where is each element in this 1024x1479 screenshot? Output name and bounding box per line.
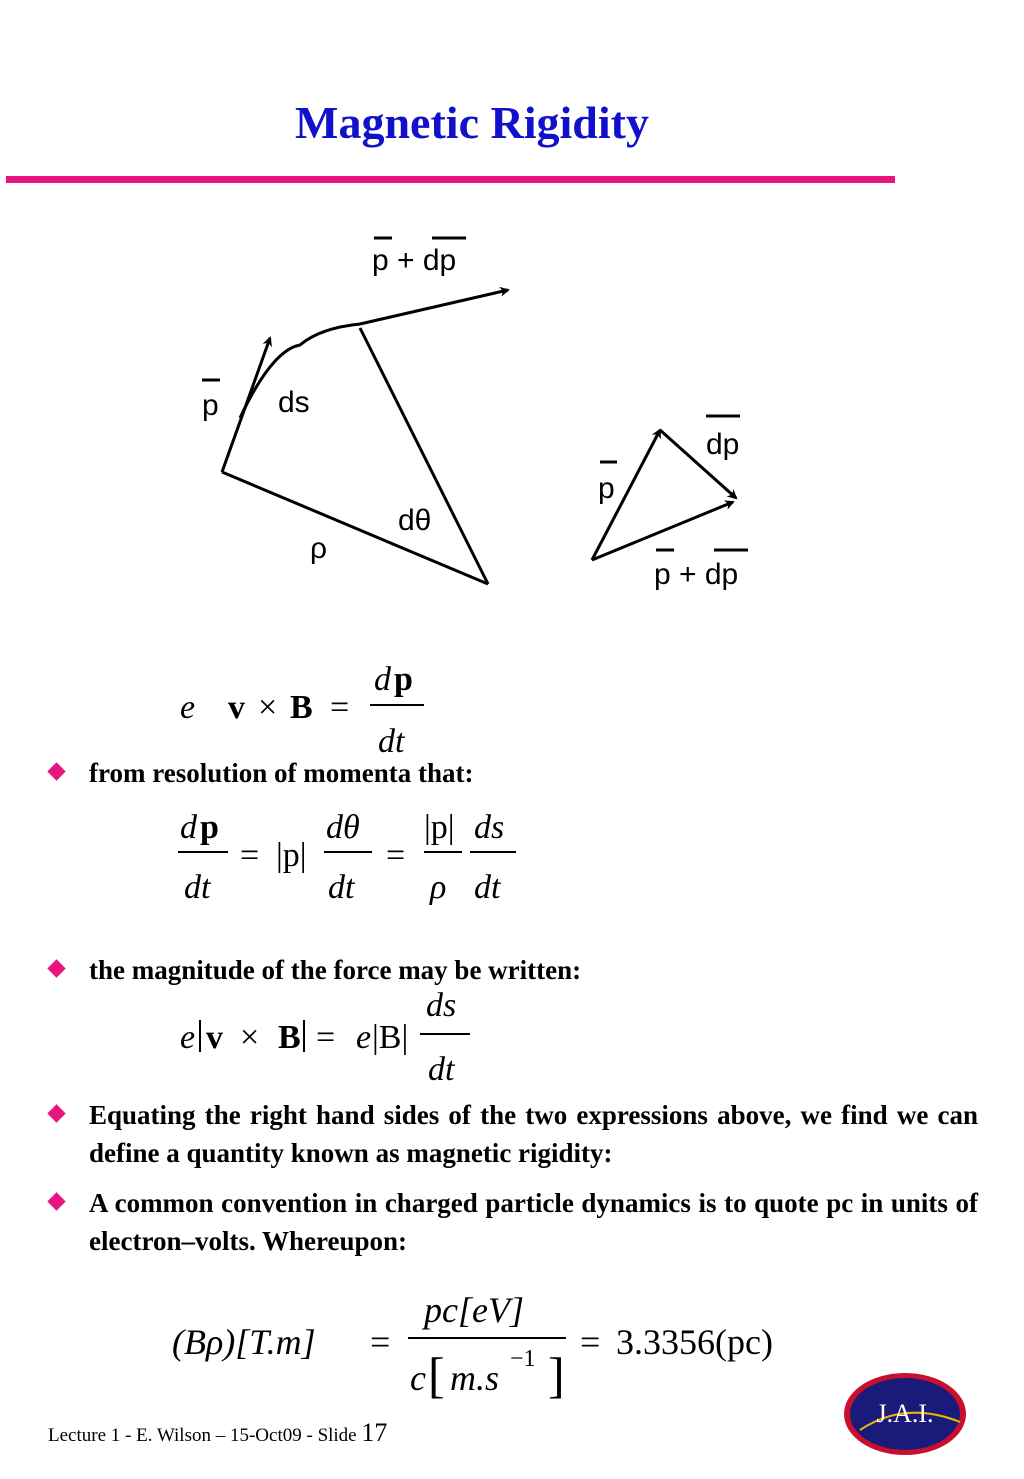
label-dtheta: dθ xyxy=(398,504,432,537)
bullet-item: from resolution of momenta that: xyxy=(50,754,978,792)
svg-text:v: v xyxy=(206,1019,223,1056)
svg-text:v: v xyxy=(228,689,245,726)
svg-text:|p|: |p| xyxy=(276,837,307,874)
svg-text:−1: −1 xyxy=(510,1346,536,1372)
momentum-diagram xyxy=(0,200,1024,620)
svg-text:×: × xyxy=(258,689,278,726)
svg-text:d: d xyxy=(374,661,391,698)
svg-text:e: e xyxy=(356,1019,372,1056)
bullet-diamond-icon xyxy=(47,959,65,977)
bullet-diamond-icon xyxy=(47,762,65,780)
label-p-plus-dp: p + dp xyxy=(372,244,457,277)
equation-momentum-resolution xyxy=(178,809,516,906)
svg-text:3.3356(pc): 3.3356(pc) xyxy=(616,1322,773,1362)
svg-text:dt: dt xyxy=(378,723,405,760)
bullet-diamond-icon xyxy=(47,1104,65,1122)
svg-text:ds: ds xyxy=(474,809,505,846)
bullet-item: the magnitude of the force may be written: xyxy=(50,951,978,989)
svg-text:|B|: |B| xyxy=(372,1019,409,1056)
svg-text:|p|: |p| xyxy=(424,809,455,846)
slide-footer xyxy=(48,1418,387,1448)
equation-lorentz-force xyxy=(180,661,424,760)
label-vec-p: p xyxy=(598,472,615,505)
svg-text:dt: dt xyxy=(328,869,355,906)
svg-text:B: B xyxy=(290,689,313,726)
vector-p-plus-dp-arrow xyxy=(360,290,508,324)
label-vec-sum: p + dp xyxy=(654,558,739,591)
svg-text:B: B xyxy=(278,1019,301,1056)
svg-text:=: = xyxy=(370,1322,391,1362)
label-p: p xyxy=(202,389,219,422)
slide-title: Magnetic Rigidity xyxy=(295,97,649,148)
svg-text:(Bρ)[T.m]: (Bρ)[T.m] xyxy=(172,1322,316,1362)
svg-text:e: e xyxy=(180,689,196,726)
svg-text:e: e xyxy=(180,1019,196,1056)
svg-text:=: = xyxy=(386,837,406,874)
svg-text:dθ: dθ xyxy=(326,809,360,846)
svg-text:=: = xyxy=(316,1019,336,1056)
svg-text:c: c xyxy=(410,1358,426,1398)
svg-text:×: × xyxy=(240,1019,260,1056)
logo-text: J.A.I. xyxy=(876,1399,934,1428)
svg-text:]: ] xyxy=(548,1347,565,1403)
radius-rho-line xyxy=(222,472,488,584)
svg-text:ds: ds xyxy=(426,987,457,1024)
svg-text:[: [ xyxy=(428,1347,445,1403)
svg-text:ρ: ρ xyxy=(430,869,447,906)
label-ds: ds xyxy=(278,386,310,419)
svg-text:p: p xyxy=(394,661,413,698)
svg-text:m.s: m.s xyxy=(450,1358,500,1398)
svg-text:dt: dt xyxy=(184,869,211,906)
svg-text:=: = xyxy=(580,1322,601,1362)
equation-force-magnitude xyxy=(180,987,470,1088)
bullet-item: A common convention in charged particle dynamics is to quote pc in units of electron–volts. Whereupon: xyxy=(50,1184,978,1260)
svg-text:p: p xyxy=(200,809,219,846)
svg-text:pc[eV]: pc[eV] xyxy=(424,1290,524,1330)
label-vec-dp: dp xyxy=(706,428,740,461)
svg-text:=: = xyxy=(330,689,350,726)
svg-text:d: d xyxy=(180,809,197,846)
jai-logo xyxy=(842,1370,970,1458)
slide-number: 17 xyxy=(361,1418,388,1447)
bullet-diamond-icon xyxy=(47,1192,65,1210)
label-rho: ρ xyxy=(310,532,328,565)
radius-line-2 xyxy=(360,328,488,584)
footer-text: Lecture 1 - E. Wilson – 15-Oct09 - Slide xyxy=(48,1425,357,1446)
bullet-item: Equating the right hand sides of the two expressions above, we find we can define a quantity known as magnetic rigidity: xyxy=(50,1096,978,1172)
title-divider xyxy=(6,176,895,183)
svg-text:=: = xyxy=(240,837,260,874)
curved-path-figure xyxy=(222,290,508,584)
svg-text:dt: dt xyxy=(474,869,501,906)
svg-text:dt: dt xyxy=(428,1051,455,1088)
equation-magnetic-rigidity xyxy=(172,1290,773,1403)
